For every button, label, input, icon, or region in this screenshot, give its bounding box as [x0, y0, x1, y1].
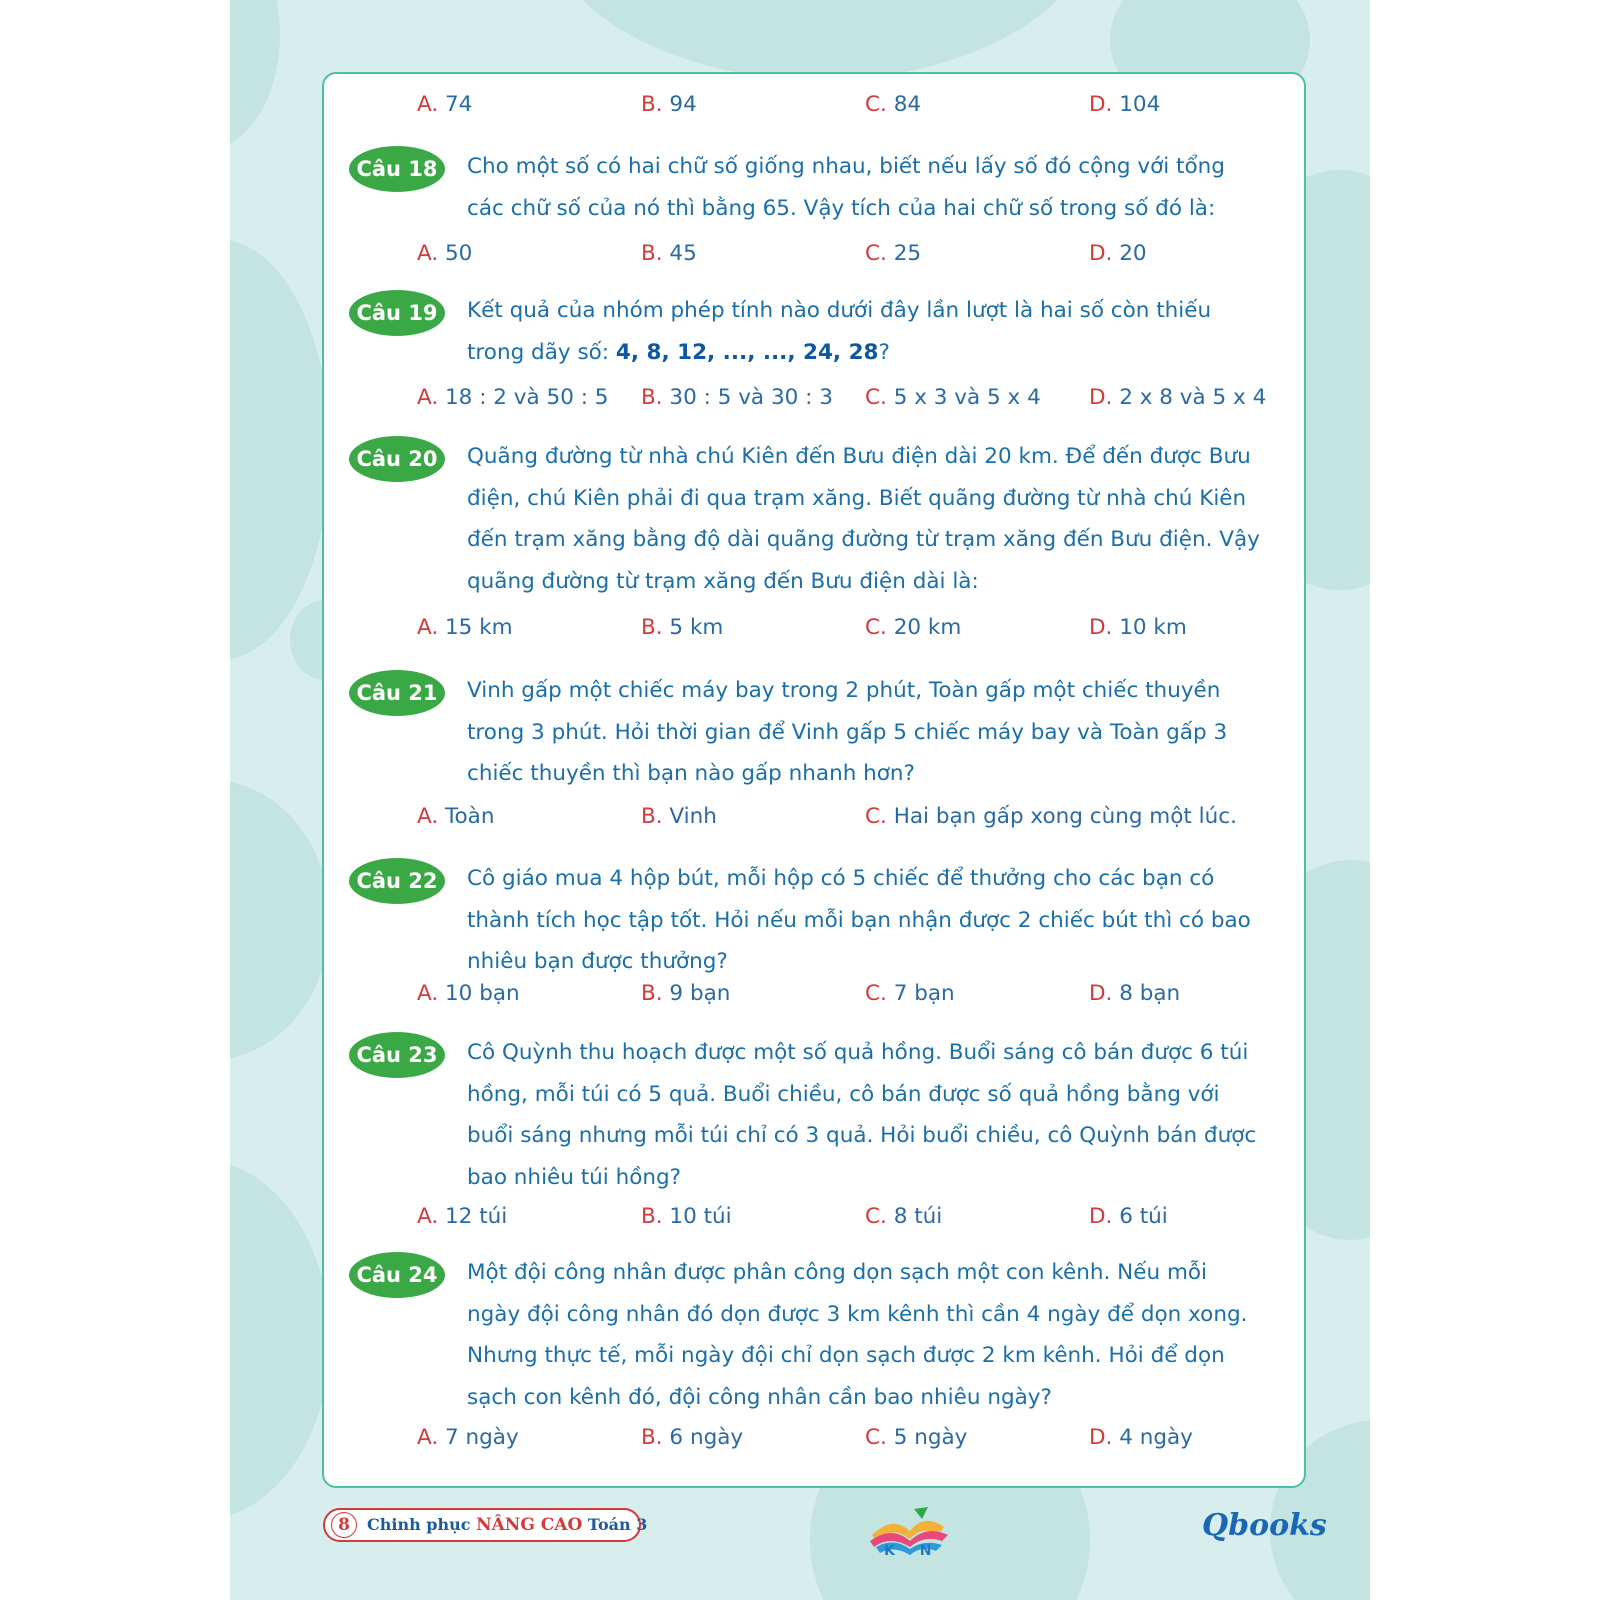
- question-line: Cho một số có hai chữ số giống nhau, biết nếu lấy số đó cộng với tổng: [467, 154, 1225, 179]
- option-b[interactable]: B. 30 : 5 và 30 : 3: [641, 385, 833, 410]
- question-line: trong dãy số:: [467, 339, 610, 365]
- option-letter: B.: [641, 385, 663, 410]
- question-line: Nhưng thực tế, mỗi ngày đội chỉ dọn sạch được 2 km kênh. Hỏi để dọn: [467, 1343, 1225, 1369]
- option-letter: B.: [641, 1204, 663, 1229]
- option-d[interactable]: D. 4 ngày: [1089, 1425, 1193, 1450]
- option-c[interactable]: C. 5 x 3 và 5 x 4: [865, 385, 1041, 410]
- option-a[interactable]: A. 15 km: [417, 615, 513, 640]
- question-line: Một đội công nhân được phân công dọn sạch một con kênh. Nếu mỗi: [467, 1260, 1208, 1285]
- option-c[interactable]: C. 84: [865, 92, 922, 117]
- options-row: [417, 237, 1317, 271]
- decor-circle: [230, 1160, 330, 1520]
- option-d[interactable]: D. 6 túi: [1089, 1204, 1168, 1229]
- options-row: [417, 1421, 1317, 1455]
- option-letter: C.: [865, 92, 887, 117]
- option-letter: D.: [1089, 1204, 1113, 1229]
- question-line: chiếc thuyền thì bạn nào gấp nhanh hơn?: [467, 761, 915, 787]
- decor-circle: [230, 240, 330, 660]
- question-line: Cô giáo mua 4 hộp bút, mỗi hộp có 5 chiếc để thưởng cho các bạn có: [467, 866, 1215, 891]
- decor-circle: [230, 0, 280, 150]
- option-letter: C.: [865, 615, 887, 640]
- question-text: [467, 670, 1287, 795]
- option-letter: B.: [641, 1425, 663, 1450]
- option-c[interactable]: C. 5 ngày: [865, 1425, 968, 1450]
- question-line: Kết quả của nhóm phép tính nào dưới đây lần lượt là hai số còn thiếu: [467, 298, 1212, 323]
- question-card: [322, 72, 1306, 1488]
- options-row-top: [417, 88, 1317, 122]
- option-letter: D.: [1089, 92, 1113, 117]
- question-number-badge: Câu 23: [349, 1032, 445, 1078]
- option-letter: B.: [641, 615, 663, 640]
- question-text: [467, 436, 1287, 602]
- question-number-badge: Câu 18: [349, 146, 445, 192]
- book-title-suffix: Toán 3: [587, 1515, 648, 1534]
- question-line: hồng, mỗi túi có 5 quả. Buổi chiều, cô bán được số quả hồng bằng với: [467, 1081, 1220, 1107]
- option-letter: B.: [641, 804, 663, 829]
- option-letter: B.: [641, 92, 663, 117]
- option-c[interactable]: C. Hai bạn gấp xong cùng một lúc.: [865, 804, 1237, 829]
- options-row: [417, 977, 1317, 1011]
- option-letter: B.: [641, 981, 663, 1006]
- question-number-badge: Câu 20: [349, 436, 445, 482]
- question-line: sạch con kênh đó, đội công nhân cần bao nhiêu ngày?: [467, 1384, 1052, 1410]
- question-line: trong 3 phút. Hỏi thời gian để Vinh gấp 5 chiếc máy bay và Toàn gấp 3: [467, 719, 1228, 745]
- option-b[interactable]: B. Vinh: [641, 804, 717, 829]
- book-title-pill: [323, 1508, 648, 1542]
- option-letter: C.: [865, 981, 887, 1006]
- question-line: quãng đường từ trạm xăng đến Bưu điện dài là:: [467, 568, 979, 594]
- option-letter: C.: [865, 241, 887, 266]
- option-letter: D.: [1089, 241, 1113, 266]
- option-letter: A.: [417, 804, 439, 829]
- page-number: 8: [331, 1512, 357, 1538]
- option-d[interactable]: D. 104: [1089, 92, 1161, 117]
- option-letter: A.: [417, 92, 439, 117]
- option-letter: C.: [865, 1204, 887, 1229]
- option-letter: D.: [1089, 615, 1113, 640]
- question-text: [467, 290, 1287, 373]
- decor-circle: [540, 0, 1100, 80]
- question-line: Vinh gấp một chiếc máy bay trong 2 phút, Toàn gấp một chiếc thuyền: [467, 678, 1221, 703]
- options-row: [417, 381, 1317, 415]
- option-b[interactable]: B. 5 km: [641, 615, 724, 640]
- option-b[interactable]: B. 45: [641, 241, 697, 266]
- question-number-badge: Câu 24: [349, 1252, 445, 1298]
- book-title: [367, 1510, 647, 1540]
- option-d[interactable]: D. 2 x 8 và 5 x 4: [1089, 385, 1267, 410]
- option-letter: D.: [1089, 981, 1113, 1006]
- question-number-badge: Câu 21: [349, 670, 445, 716]
- option-letter: C.: [865, 804, 887, 829]
- option-a[interactable]: A. 10 bạn: [417, 981, 520, 1006]
- book-title-highlight: NÂNG CAO: [476, 1515, 583, 1535]
- option-b[interactable]: B. 9 bạn: [641, 981, 731, 1006]
- question-number-badge: Câu 19: [349, 290, 445, 336]
- question-line: nhiêu bạn được thưởng?: [467, 949, 728, 975]
- option-c[interactable]: C. 20 km: [865, 615, 962, 640]
- logo-letters: K N: [884, 1543, 942, 1559]
- question-line: Cô Quỳnh thu hoạch được một số quả hồng. Buổi sáng cô bán được 6 túi: [467, 1040, 1249, 1065]
- question-line: bao nhiêu túi hồng?: [467, 1164, 682, 1190]
- options-row: [417, 1200, 1317, 1234]
- option-a[interactable]: A. 74: [417, 92, 473, 117]
- decor-circle: [230, 780, 330, 1060]
- option-letter: A.: [417, 241, 439, 266]
- option-a[interactable]: A. 50: [417, 241, 473, 266]
- question-line: các chữ số của nó thì bằng 65. Vậy tích của hai chữ số trong số đó là:: [467, 195, 1216, 221]
- publisher-logo-kn: [862, 1505, 952, 1565]
- option-c[interactable]: C. 8 túi: [865, 1204, 943, 1229]
- question-text: [467, 1032, 1287, 1198]
- option-letter: A.: [417, 615, 439, 640]
- option-c[interactable]: C. 7 bạn: [865, 981, 955, 1006]
- option-b[interactable]: B. 6 ngày: [641, 1425, 744, 1450]
- option-a[interactable]: A. 7 ngày: [417, 1425, 519, 1450]
- option-letter: C.: [865, 385, 887, 410]
- question-line-with-sequence: [467, 332, 1287, 374]
- number-sequence: 4, 8, 12, ..., ..., 24, 28: [615, 339, 879, 365]
- option-b[interactable]: B. 10 túi: [641, 1204, 732, 1229]
- question-line: buổi sáng nhưng mỗi túi chỉ có 3 quả. Hỏi buổi chiều, cô Quỳnh bán được: [467, 1123, 1257, 1149]
- question-line: đến trạm xăng bằng độ dài quãng đường từ trạm xăng đến Bưu điện. Vậy: [467, 527, 1260, 553]
- options-row: [417, 611, 1317, 645]
- question-mark: ?: [878, 339, 890, 365]
- option-letter: D.: [1089, 1425, 1113, 1450]
- question-line: điện, chú Kiên phải đi qua trạm xăng. Biết quãng đường từ nhà chú Kiên: [467, 485, 1247, 511]
- option-a[interactable]: A. 18 : 2 và 50 : 5: [417, 385, 609, 410]
- option-letter: D.: [1089, 385, 1113, 410]
- option-c[interactable]: C. 25: [865, 241, 922, 266]
- option-letter: B.: [641, 241, 663, 266]
- option-d[interactable]: D. 8 bạn: [1089, 981, 1181, 1006]
- option-letter: A.: [417, 981, 439, 1006]
- option-b[interactable]: B. 94: [641, 92, 697, 117]
- question-text: [467, 858, 1287, 983]
- option-letter: A.: [417, 385, 439, 410]
- option-letter: C.: [865, 1425, 887, 1450]
- option-a[interactable]: A. Toàn: [417, 804, 495, 829]
- option-letter: A.: [417, 1425, 439, 1450]
- question-line: thành tích học tập tốt. Hỏi nếu mỗi bạn nhận được 2 chiếc bút thì có bao: [467, 907, 1251, 933]
- options-row: [417, 800, 1317, 834]
- question-text: [467, 1252, 1287, 1418]
- option-a[interactable]: A. 12 túi: [417, 1204, 508, 1229]
- question-line: ngày đội công nhân đó dọn được 3 km kênh thì cần 4 ngày để dọn xong.: [467, 1301, 1248, 1327]
- question-number-badge: Câu 22: [349, 858, 445, 904]
- question-line: Quãng đường từ nhà chú Kiên đến Bưu điện dài 20 km. Để đến được Bưu: [467, 444, 1251, 469]
- option-d[interactable]: D. 10 km: [1089, 615, 1187, 640]
- qbooks-logo: Qbooks: [1202, 1508, 1327, 1543]
- option-letter: A.: [417, 1204, 439, 1229]
- option-d[interactable]: D. 20: [1089, 241, 1147, 266]
- book-title-prefix: Chinh phục: [367, 1515, 471, 1534]
- question-text: [467, 146, 1287, 229]
